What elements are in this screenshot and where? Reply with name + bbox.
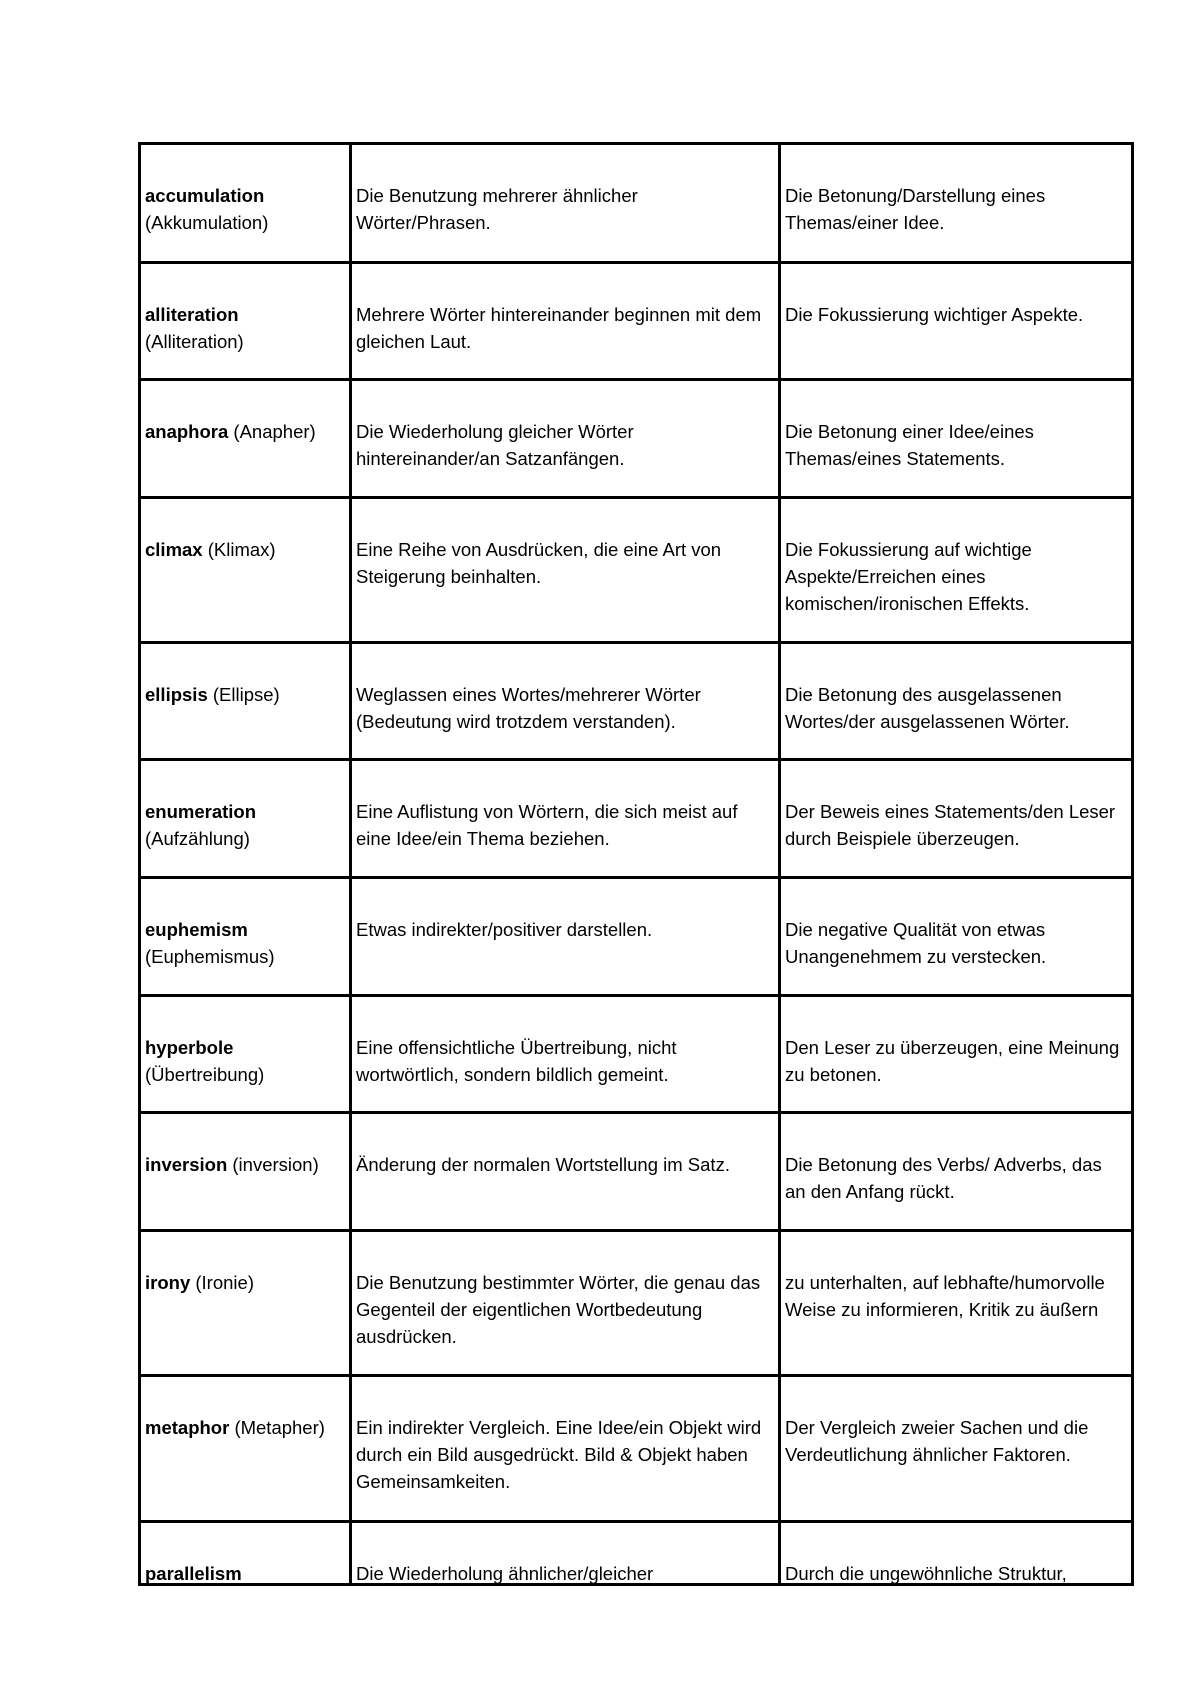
table-row	[141, 1114, 1131, 1232]
effect-cell: Der Vergleich zweier Sachen und die Verdeutlichung ähnlicher Faktoren.	[785, 1417, 1089, 1465]
table-row	[141, 499, 1131, 644]
definition-cell: Mehrere Wörter hintereinander beginnen mit dem gleichen Laut.	[352, 264, 781, 378]
term-english: hyperbole	[145, 1037, 234, 1058]
term-english: enumeration	[145, 801, 257, 822]
term-german: (Ellipse)	[212, 684, 280, 705]
table-row	[141, 644, 1131, 761]
definition-cell: Ein indirekter Vergleich. Eine Idee/ein Objekt wird durch ein Bild ausgedrückt. Bild & Objekt haben Gemeinsamkeiten.	[352, 1377, 781, 1520]
table-row	[141, 879, 1131, 997]
term-cell	[141, 499, 352, 641]
term-cell	[141, 1377, 352, 1520]
term-english: accumulation	[145, 185, 265, 206]
definition-cell: Eine Auflistung von Wörtern, die sich meist auf eine Idee/ein Thema beziehen.	[352, 761, 781, 876]
table-row	[141, 761, 1131, 879]
definition-cell: Etwas indirekter/positiver darstellen.	[352, 879, 781, 994]
effect-cell: Die negative Qualität von etwas Unangenehmem zu verstecken.	[785, 919, 1047, 967]
term-german: (inversion)	[232, 1154, 319, 1175]
table-row	[141, 1377, 1131, 1523]
stylistic-devices-table	[138, 142, 1134, 1586]
definition-cell: Weglassen eines Wortes/mehrerer Wörter (Bedeutung wird trotzdem verstanden).	[352, 644, 781, 758]
effect-cell: zu unterhalten, auf lebhafte/humorvolle Weise zu informieren, Kritik zu äußern	[785, 1272, 1105, 1320]
definition-cell: Die Benutzung mehrerer ähnlicher Wörter/Phrasen.	[352, 145, 781, 261]
term-cell	[141, 1232, 352, 1374]
term-english: climax	[145, 539, 203, 560]
effect-cell: Die Betonung/Darstellung eines Themas/einer Idee.	[785, 185, 1046, 233]
term-cell	[141, 145, 352, 261]
term-cell	[141, 644, 352, 758]
term-german: (Aufzählung)	[145, 828, 250, 849]
effect-cell: Der Beweis eines Statements/den Leser durch Beispiele überzeugen.	[785, 801, 1116, 849]
effect-cell: Die Betonung einer Idee/eines Themas/eines Statements.	[785, 421, 1034, 469]
term-german: (Akkumulation)	[145, 212, 269, 233]
term-english: ellipsis	[145, 684, 208, 705]
term-english: alliteration	[145, 304, 239, 325]
effect-cell: Die Fokussierung auf wichtige Aspekte/Erreichen eines komischen/ironischen Effekts.	[785, 539, 1032, 614]
term-german: (Anapher)	[233, 421, 316, 442]
effect-cell: Den Leser zu überzeugen, eine Meinung zu betonen.	[785, 1037, 1120, 1085]
term-german: (Euphemismus)	[145, 946, 275, 967]
definition-cell: Die Wiederholung ähnlicher/gleicher	[352, 1523, 781, 1583]
definition-cell: Die Benutzung bestimmter Wörter, die genau das Gegenteil der eigentlichen Wortbedeutung ausdrücken.	[352, 1232, 781, 1374]
term-cell	[141, 1114, 352, 1229]
term-german: (Alliteration)	[145, 331, 244, 352]
term-cell	[141, 381, 352, 496]
term-cell	[141, 997, 352, 1111]
effect-cell: Die Betonung des ausgelassenen Wortes/der ausgelassenen Wörter.	[785, 684, 1070, 732]
effect-cell: Die Betonung des Verbs/ Adverbs, das an den Anfang rückt.	[785, 1154, 1102, 1202]
term-english: euphemism	[145, 919, 248, 940]
term-german: (Übertreibung)	[145, 1064, 265, 1085]
term-cell	[141, 1523, 352, 1583]
effect-cell: Durch die ungewöhnliche Struktur,	[785, 1563, 1067, 1584]
term-german: (Metapher)	[234, 1417, 325, 1438]
table-row	[141, 1523, 1131, 1586]
definition-cell: Eine offensichtliche Übertreibung, nicht wortwörtlich, sondern bildlich gemeint.	[352, 997, 781, 1111]
effect-cell: Die Fokussierung wichtiger Aspekte.	[785, 304, 1084, 325]
table-row	[141, 264, 1131, 381]
term-english: irony	[145, 1272, 191, 1293]
table-row	[141, 1232, 1131, 1377]
definition-cell: Änderung der normalen Wortstellung im Satz.	[352, 1114, 781, 1229]
term-cell	[141, 264, 352, 378]
term-cell	[141, 879, 352, 994]
definition-cell: Die Wiederholung gleicher Wörter hintereinander/an Satzanfängen.	[352, 381, 781, 496]
term-german: (Ironie)	[195, 1272, 254, 1293]
term-english: inversion	[145, 1154, 228, 1175]
table-row	[141, 997, 1131, 1114]
term-german: (Klimax)	[207, 539, 276, 560]
table-row	[141, 145, 1131, 264]
term-english: anaphora	[145, 421, 229, 442]
term-english: parallelism	[145, 1563, 242, 1584]
definition-cell: Eine Reihe von Ausdrücken, die eine Art von Steigerung beinhalten.	[352, 499, 781, 641]
table-row	[141, 381, 1131, 499]
term-english: metaphor	[145, 1417, 230, 1438]
term-cell	[141, 761, 352, 876]
